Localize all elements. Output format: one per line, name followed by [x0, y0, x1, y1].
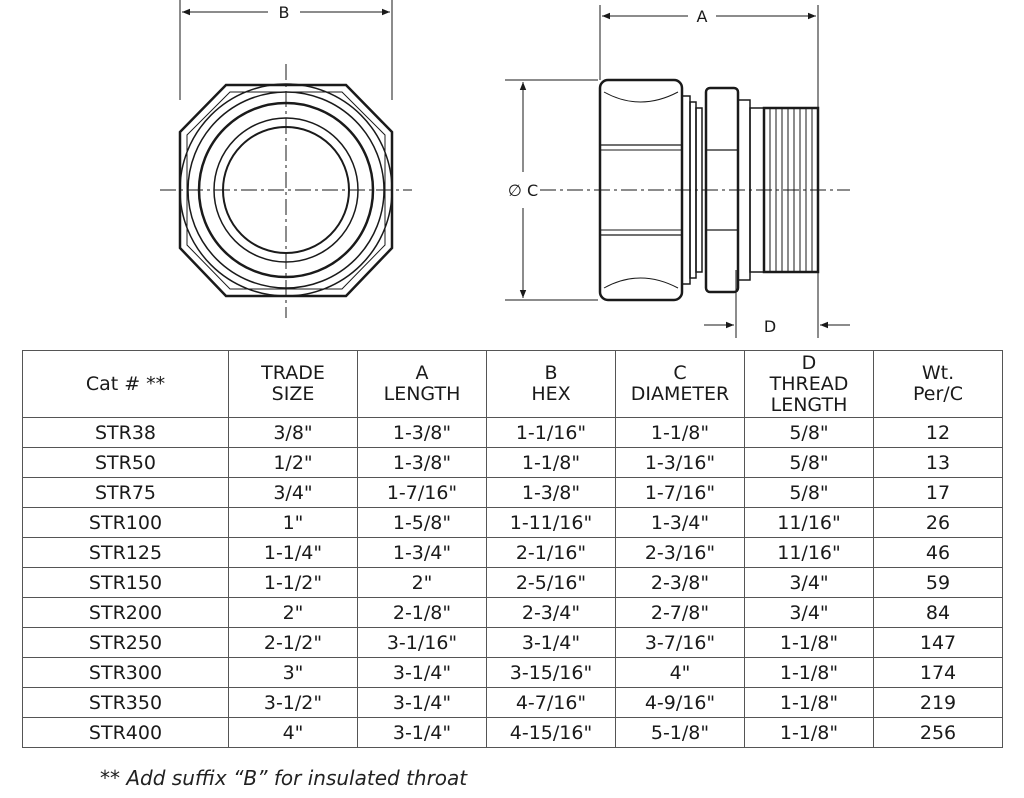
column-header-line: Per/C [913, 383, 963, 405]
table-cell: 3/4" [745, 568, 874, 598]
table-cell: 1-3/16" [616, 448, 745, 478]
column-header [616, 351, 745, 418]
table-cell: 1-1/8" [745, 718, 874, 748]
column-header [487, 351, 616, 418]
table-row [23, 598, 1003, 628]
table-cell: 1-3/8" [358, 448, 487, 478]
table-cell: 46 [874, 538, 1003, 568]
table-cell: 1-11/16" [487, 508, 616, 538]
column-header-line: Wt. [921, 362, 955, 384]
column-header-line: D [801, 351, 817, 374]
table-header-row [23, 351, 1003, 418]
dim-label-b: B [278, 3, 290, 22]
table-cell: 256 [874, 718, 1003, 748]
table-row [23, 478, 1003, 508]
table-cell: STR100 [23, 508, 229, 538]
table-cell: 1-1/8" [745, 688, 874, 718]
table-cell: 3-1/16" [358, 628, 487, 658]
table-cell: 4" [616, 658, 745, 688]
table-cell: 2-7/8" [616, 598, 745, 628]
column-header-line: LENGTH [770, 393, 848, 416]
table-cell: 1-3/8" [487, 478, 616, 508]
table-cell: 5/8" [745, 418, 874, 448]
table-cell: 1-1/8" [745, 628, 874, 658]
table-cell: 1" [229, 508, 358, 538]
table-cell: 2-5/16" [487, 568, 616, 598]
table-cell: 1-3/4" [616, 508, 745, 538]
table-cell: 1-1/8" [745, 658, 874, 688]
table-body [23, 418, 1003, 748]
table-cell: STR300 [23, 658, 229, 688]
column-header-line: DIAMETER [630, 383, 730, 405]
table-cell: 3-7/16" [616, 628, 745, 658]
table-cell: STR75 [23, 478, 229, 508]
table-cell: 4-15/16" [487, 718, 616, 748]
table-cell: 2-3/4" [487, 598, 616, 628]
column-header-line: B [544, 362, 558, 384]
table-cell: 2-3/8" [616, 568, 745, 598]
table-row [23, 658, 1003, 688]
column-header-line: THREAD [769, 372, 849, 395]
table-cell: 1-3/8" [358, 418, 487, 448]
table-cell: 2-3/16" [616, 538, 745, 568]
column-header-line: HEX [531, 383, 571, 405]
table-cell: 3-1/4" [358, 718, 487, 748]
technical-drawing [0, 0, 1024, 350]
table-row [23, 688, 1003, 718]
table-cell: 3" [229, 658, 358, 688]
table-cell: 1-1/8" [487, 448, 616, 478]
column-header-line: LENGTH [383, 383, 461, 405]
table-cell: 5/8" [745, 448, 874, 478]
table-row [23, 718, 1003, 748]
dim-label-c: C [527, 181, 539, 200]
table-row [23, 508, 1003, 538]
table-cell: 4" [229, 718, 358, 748]
table-cell: STR125 [23, 538, 229, 568]
table-cell: 2-1/16" [487, 538, 616, 568]
table-row [23, 538, 1003, 568]
table-cell: 3/4" [745, 598, 874, 628]
table-cell: 1-7/16" [616, 478, 745, 508]
dim-label-a: A [696, 7, 708, 26]
table-row [23, 418, 1003, 448]
table-cell: 84 [874, 598, 1003, 628]
column-header-line: C [673, 362, 687, 384]
table-cell: 11/16" [745, 508, 874, 538]
table-cell: 13 [874, 448, 1003, 478]
table-cell: 59 [874, 568, 1003, 598]
table-cell: 1-1/2" [229, 568, 358, 598]
table-cell: 17 [874, 478, 1003, 508]
table-cell: 2" [229, 598, 358, 628]
table-cell: STR200 [23, 598, 229, 628]
table-cell: 4-9/16" [616, 688, 745, 718]
column-header [874, 351, 1003, 418]
column-header [358, 351, 487, 418]
dim-label-d: D [763, 317, 777, 336]
diameter-symbol: ∅ [508, 181, 522, 200]
table-cell: 11/16" [745, 538, 874, 568]
table-cell: 3-1/2" [229, 688, 358, 718]
table-row [23, 568, 1003, 598]
column-header-line: A [415, 362, 429, 384]
table-cell: 3-1/4" [358, 688, 487, 718]
footnote: ** Add suffix “B” for insulated throat [100, 766, 468, 790]
table-cell: 1-1/4" [229, 538, 358, 568]
table-cell: 1-1/16" [487, 418, 616, 448]
table-cell: STR350 [23, 688, 229, 718]
table-cell: STR50 [23, 448, 229, 478]
table-cell: 12 [874, 418, 1003, 448]
table-cell: 219 [874, 688, 1003, 718]
column-header [229, 351, 358, 418]
table-cell: 2-1/8" [358, 598, 487, 628]
table-cell: 1-5/8" [358, 508, 487, 538]
table-cell: STR150 [23, 568, 229, 598]
side-view [505, 5, 850, 338]
table-cell: 3/4" [229, 478, 358, 508]
spec-table [22, 350, 1003, 748]
column-header-line: TRADE [261, 362, 325, 384]
table-cell: 147 [874, 628, 1003, 658]
table-cell: 5-1/8" [616, 718, 745, 748]
table-cell: 3-1/4" [487, 628, 616, 658]
front-view [160, 0, 412, 318]
table-cell: 26 [874, 508, 1003, 538]
table-cell: 3-1/4" [358, 658, 487, 688]
table-cell: 1-7/16" [358, 478, 487, 508]
column-header [745, 351, 874, 418]
table-cell: STR400 [23, 718, 229, 748]
table-cell: 5/8" [745, 478, 874, 508]
table-cell: 2" [358, 568, 487, 598]
table-cell: STR38 [23, 418, 229, 448]
table-cell: 3-15/16" [487, 658, 616, 688]
table-cell: 4-7/16" [487, 688, 616, 718]
table-cell: STR250 [23, 628, 229, 658]
table-cell: 1/2" [229, 448, 358, 478]
table-cell: 174 [874, 658, 1003, 688]
column-header-line: SIZE [271, 383, 315, 405]
column-header [23, 351, 229, 418]
table-row [23, 628, 1003, 658]
table-cell: 1-3/4" [358, 538, 487, 568]
table-row [23, 448, 1003, 478]
table-cell: 3/8" [229, 418, 358, 448]
table-cell: 1-1/8" [616, 418, 745, 448]
column-header-line: Cat # ** [85, 372, 166, 395]
table-cell: 2-1/2" [229, 628, 358, 658]
